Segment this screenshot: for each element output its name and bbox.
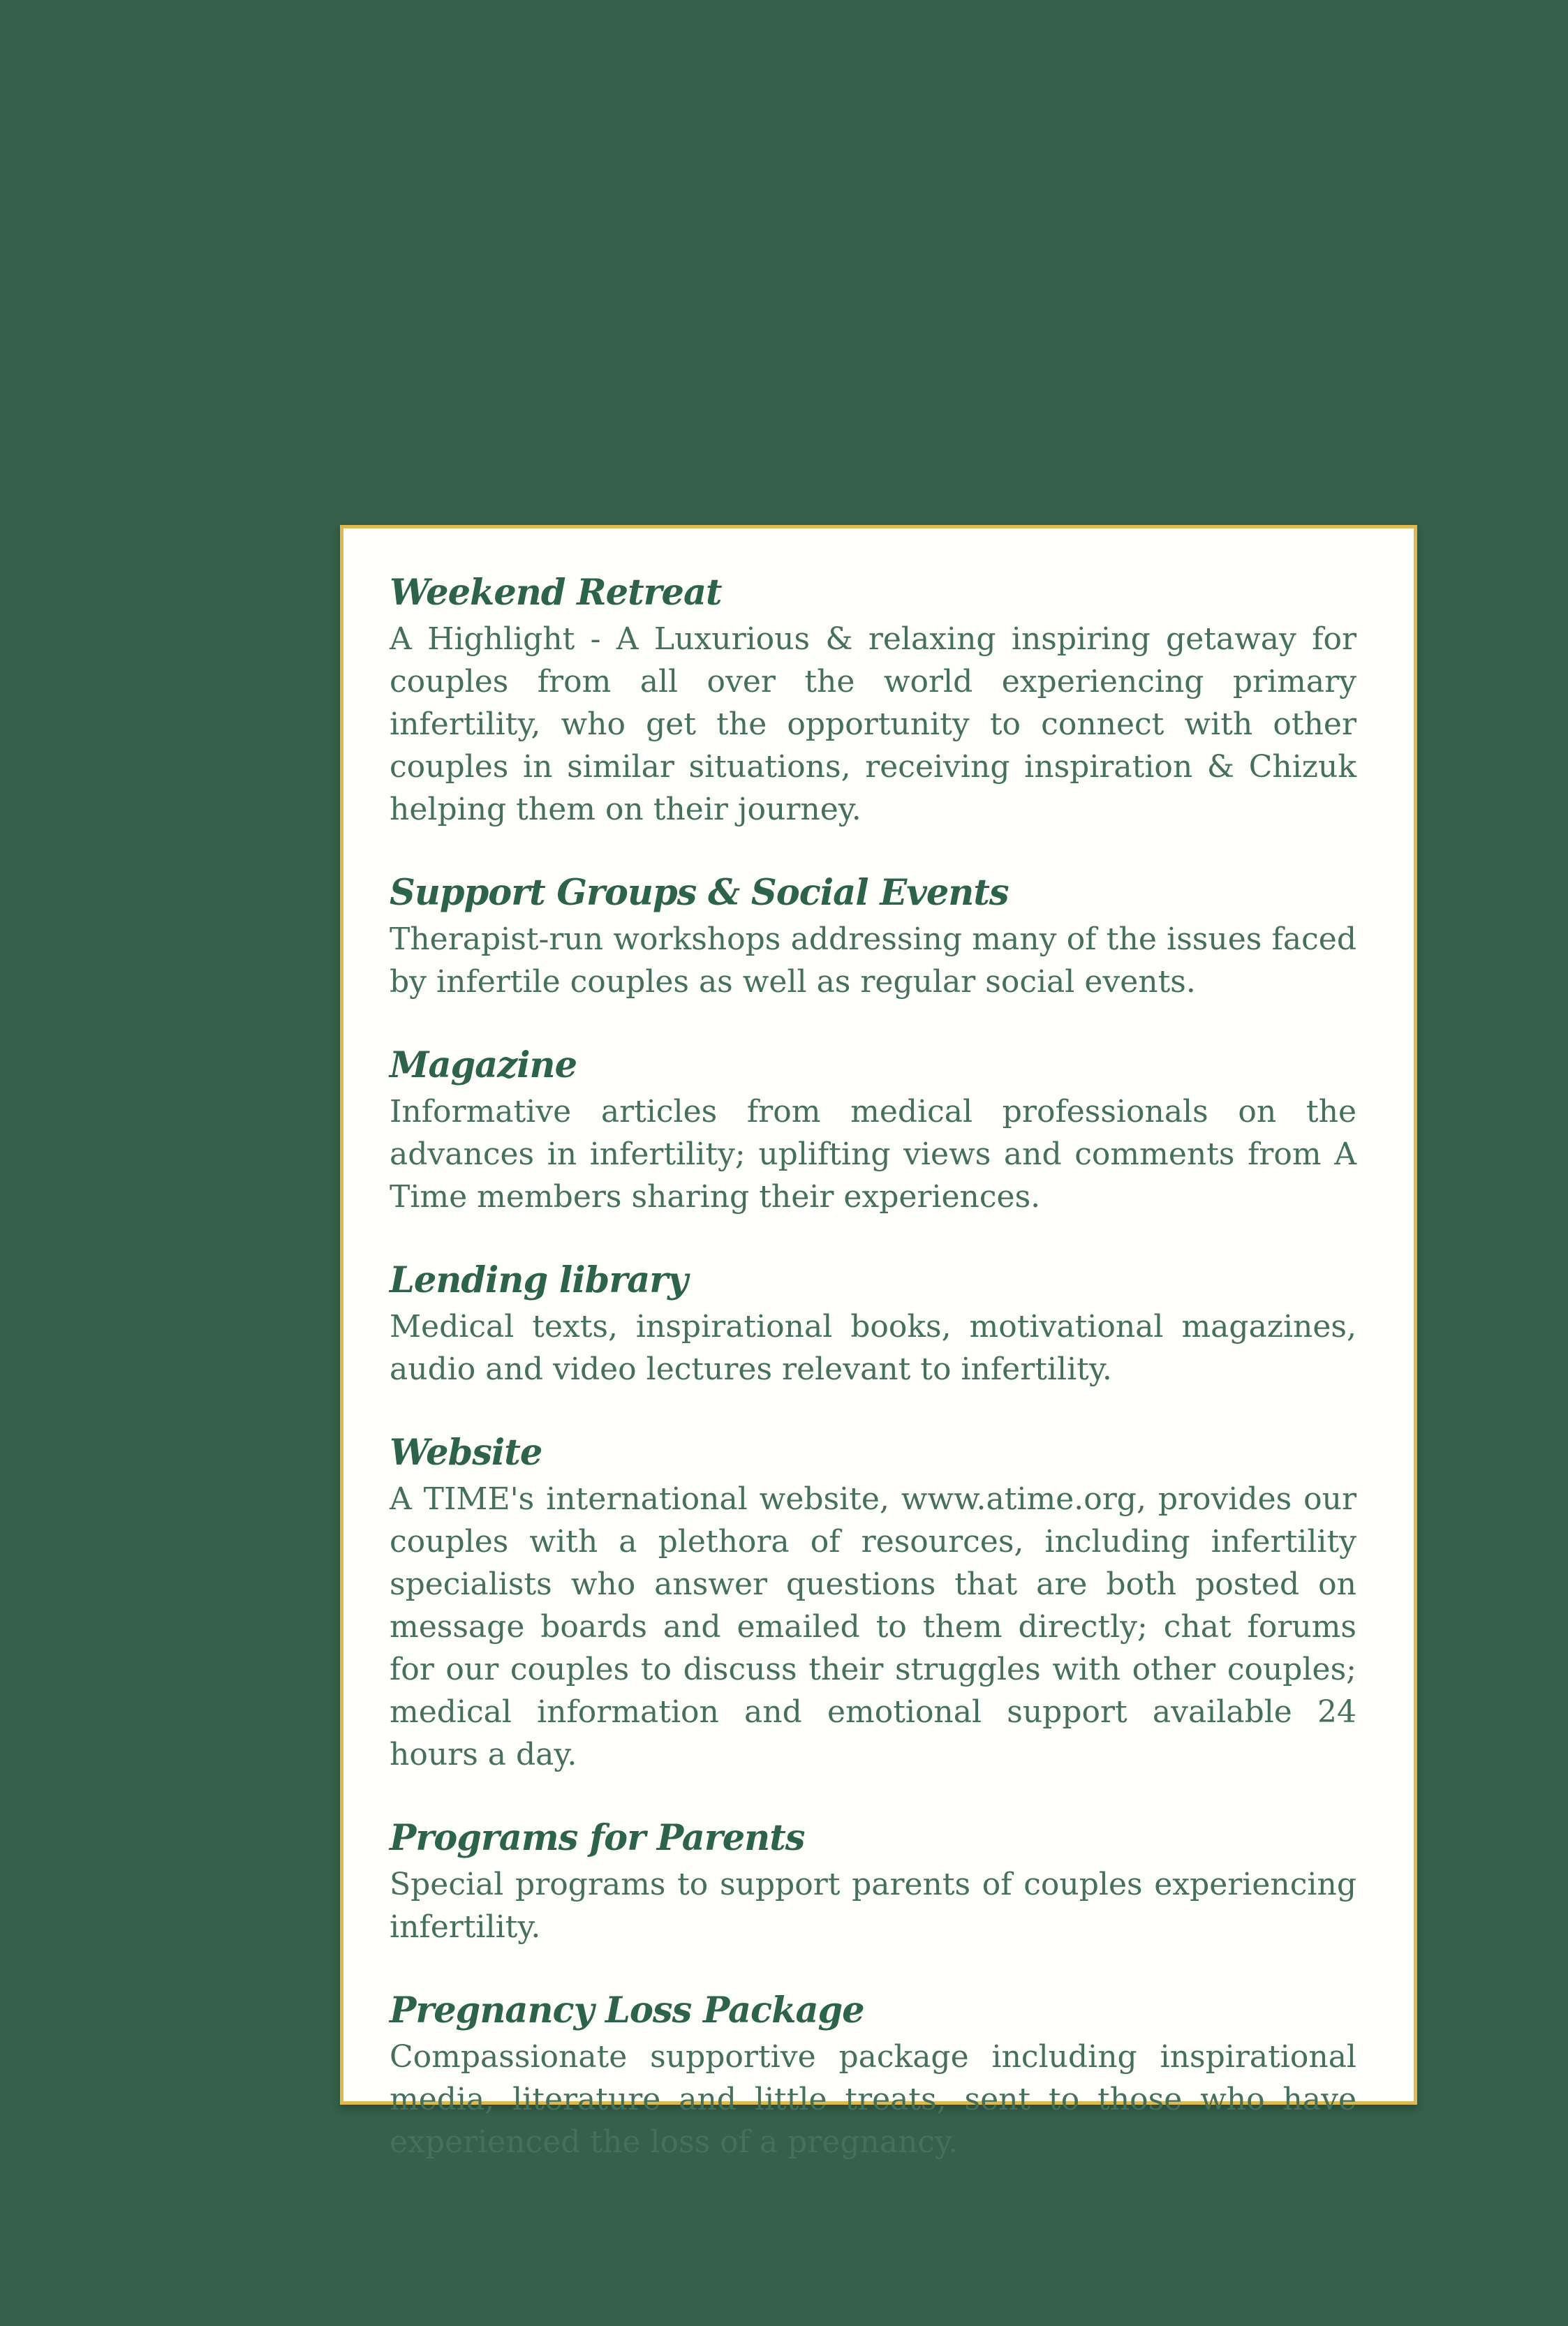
section-pregnancy-loss-package [390, 1990, 1356, 2163]
section-website-heading: Website [390, 1432, 542, 1474]
section-programs-for-parents [390, 1817, 1356, 1948]
section-programs-for-parents-body: Special programs to support parents of couples experiencing infertility. [390, 1867, 1356, 1945]
section-support-groups-heading: Support Groups & Social Events [390, 872, 1009, 914]
section-magazine-body: Informative articles from medical professionals on the advances in infertility; uplifting views and comments from A Time members sharing their experiences. [390, 1094, 1356, 1215]
section-lending-library [390, 1259, 1356, 1391]
section-support-groups [390, 872, 1356, 1003]
section-lending-library-heading: Lending library [390, 1259, 688, 1301]
section-weekend-retreat-heading: Weekend Retreat [390, 572, 722, 614]
section-website-body: A TIME's international website, www.atime.org, provides our couples with a plethora of resources, including infertility specialists who answer questions that are both posted on message boards and emailed to them directly; chat forums for our couples to discuss their struggles with other couples; medical information and emotional support available 24 hours a day. [390, 1481, 1356, 1772]
section-website [390, 1432, 1356, 1776]
section-pregnancy-loss-package-body: Compassionate supportive package including inspirational media, literature and little treats, sent to those who have experienced the loss of a pregnancy. [390, 2039, 1356, 2160]
content-card [340, 525, 1417, 2160]
section-pregnancy-loss-package-heading: Pregnancy Loss Package [390, 1990, 864, 2031]
section-magazine [390, 1044, 1356, 1218]
section-weekend-retreat [390, 572, 1356, 831]
section-support-groups-body: Therapist-run workshops addressing many of the issues faced by infertile couples as well as regular social events. [390, 921, 1356, 1000]
section-programs-for-parents-heading: Programs for Parents [390, 1817, 805, 1859]
section-magazine-heading: Magazine [390, 1044, 577, 1086]
section-lending-library-body: Medical texts, inspirational books, motivational magazines, audio and video lectures relevant to infertility. [390, 1309, 1356, 1387]
section-weekend-retreat-body: A Highlight - A Luxurious & relaxing inspiring getaway for couples from all over the world experiencing primary infertility, who get the opportunity to connect with other couples in similar situations, receiving inspiration & Chizuk helping them on their journey. [390, 621, 1356, 827]
